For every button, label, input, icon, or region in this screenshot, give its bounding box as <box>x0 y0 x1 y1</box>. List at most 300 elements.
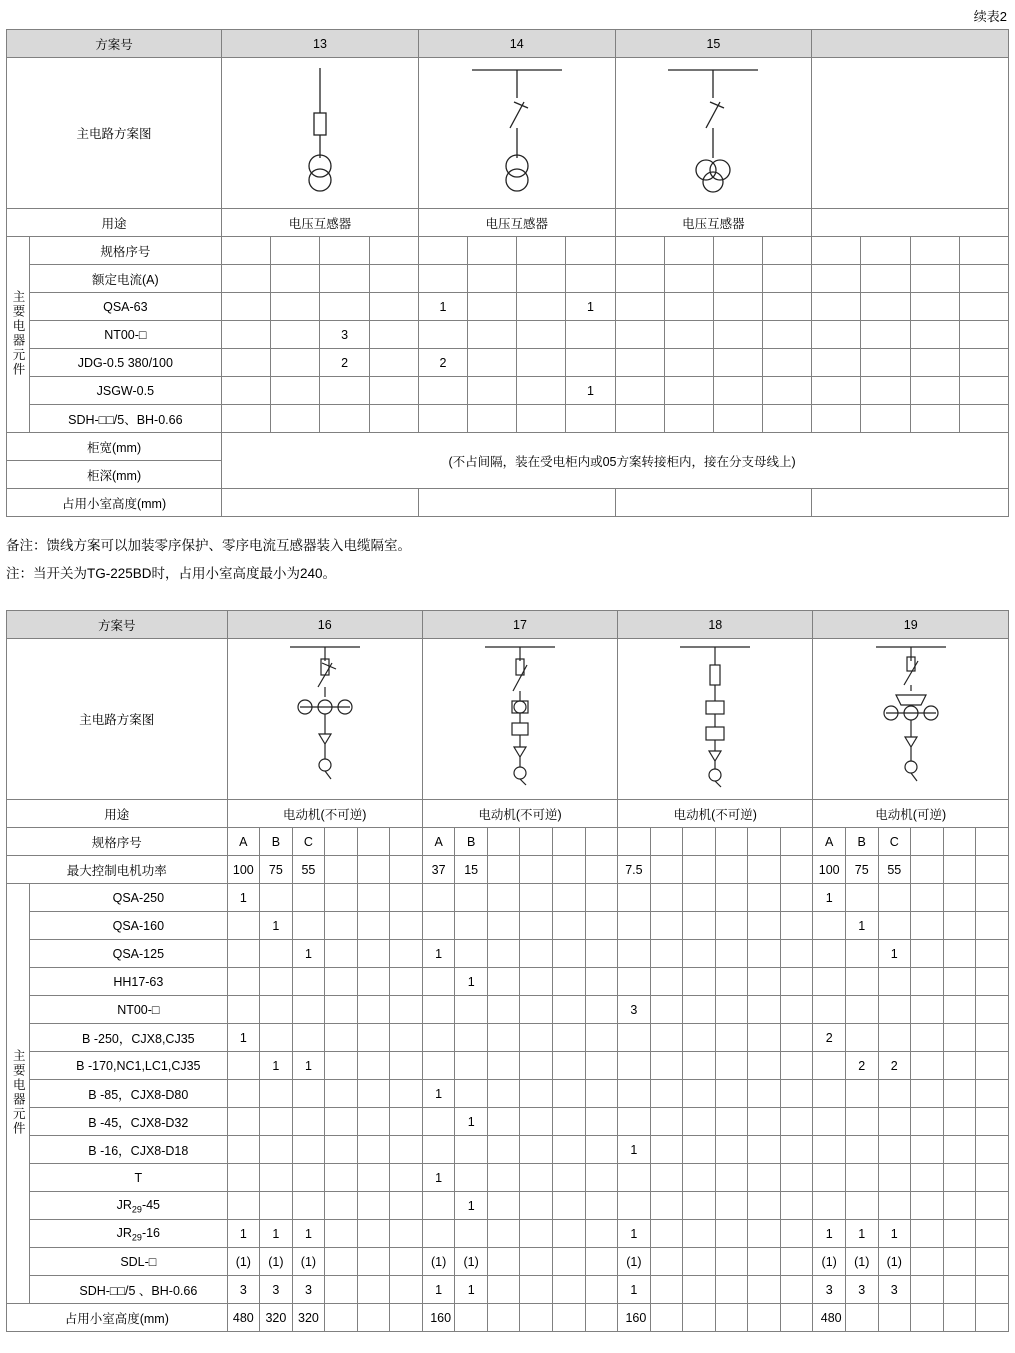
cell <box>683 1080 716 1108</box>
cell <box>878 1164 911 1192</box>
cell <box>780 1108 813 1136</box>
cell <box>976 1080 1009 1108</box>
cell <box>325 1108 358 1136</box>
cell <box>861 405 910 433</box>
cell: (1) <box>455 1248 488 1276</box>
cell <box>780 968 813 996</box>
cell <box>911 1164 944 1192</box>
cell <box>845 884 878 912</box>
cell <box>878 1024 911 1052</box>
cell <box>713 265 762 293</box>
cell <box>487 1276 520 1304</box>
cell <box>812 265 861 293</box>
cell <box>487 1108 520 1136</box>
row-header-spec-no: 规格序号 <box>29 237 222 265</box>
cell <box>664 237 713 265</box>
cell <box>487 968 520 996</box>
cell <box>650 1192 683 1220</box>
cell: B <box>455 828 488 856</box>
cell <box>683 1024 716 1052</box>
cell: 75 <box>845 856 878 884</box>
cell <box>748 912 781 940</box>
cell <box>812 405 861 433</box>
table-row-component <box>7 1136 1009 1164</box>
cell <box>325 1276 358 1304</box>
cell <box>911 828 944 856</box>
cell: 1 <box>813 1220 846 1248</box>
cell <box>553 1024 586 1052</box>
cell <box>861 321 910 349</box>
cell: 2 <box>320 349 369 377</box>
cell <box>615 321 664 349</box>
cell <box>520 1024 553 1052</box>
cell <box>369 237 418 265</box>
cell <box>683 968 716 996</box>
component-label: B -85，CJX8-D80 <box>30 1080 227 1108</box>
cell <box>390 1192 423 1220</box>
cell <box>763 265 812 293</box>
cell <box>845 940 878 968</box>
cell <box>222 405 271 433</box>
cell <box>520 828 553 856</box>
cell <box>845 1080 878 1108</box>
component-label: SDL-□ <box>30 1248 227 1276</box>
cell <box>455 1080 488 1108</box>
cell <box>976 996 1009 1024</box>
cell <box>292 884 325 912</box>
cell <box>813 996 846 1024</box>
cell <box>943 1080 976 1108</box>
cell <box>566 237 615 265</box>
cell: C <box>292 828 325 856</box>
table-row-cabinet-width <box>7 433 1009 461</box>
cell <box>357 1164 390 1192</box>
cell <box>260 1080 293 1108</box>
cell <box>260 996 293 1024</box>
cell <box>943 856 976 884</box>
remark-text: 备注：馈线方案可以加装零序保护、零序电流互感器装入电缆隔室。 <box>6 538 411 553</box>
cell <box>227 1164 260 1192</box>
cell <box>911 1136 944 1164</box>
cell <box>615 237 664 265</box>
cell <box>813 1080 846 1108</box>
cell: (1) <box>292 1248 325 1276</box>
cell <box>325 1052 358 1080</box>
cell <box>517 237 566 265</box>
cell: 320 <box>260 1304 293 1332</box>
cell: 1 <box>422 1080 455 1108</box>
cell <box>763 321 812 349</box>
cell <box>222 377 271 405</box>
cell <box>748 1192 781 1220</box>
cell <box>357 1024 390 1052</box>
cell <box>812 293 861 321</box>
cell: 55 <box>878 856 911 884</box>
diagram-scheme-19 <box>813 639 1009 800</box>
cell <box>976 1276 1009 1304</box>
cell <box>911 1220 944 1248</box>
cell <box>390 856 423 884</box>
table-row-component <box>7 912 1009 940</box>
cell: 3 <box>227 1276 260 1304</box>
cell <box>520 1108 553 1136</box>
cell <box>878 1108 911 1136</box>
cell <box>911 1248 944 1276</box>
cell: (1) <box>260 1248 293 1276</box>
cell <box>487 1136 520 1164</box>
cell <box>468 405 517 433</box>
table-row-component <box>7 1248 1009 1276</box>
cell <box>487 996 520 1024</box>
cell <box>325 1136 358 1164</box>
cell <box>943 1192 976 1220</box>
cell <box>390 912 423 940</box>
cell <box>812 321 861 349</box>
cell <box>585 1276 618 1304</box>
cell <box>943 1220 976 1248</box>
cell <box>520 912 553 940</box>
cell <box>585 1136 618 1164</box>
cell <box>763 293 812 321</box>
cell <box>566 265 615 293</box>
cell <box>325 1192 358 1220</box>
cell <box>227 968 260 996</box>
cell <box>943 996 976 1024</box>
cell <box>585 828 618 856</box>
diagram-scheme-18 <box>618 639 813 800</box>
cell <box>748 856 781 884</box>
cell <box>487 1052 520 1080</box>
scheme-18-header: 18 <box>618 611 813 639</box>
cell: 1 <box>227 1220 260 1248</box>
cell <box>715 1108 748 1136</box>
cell <box>650 1024 683 1052</box>
cell <box>976 1024 1009 1052</box>
cell <box>813 940 846 968</box>
table-row-rated-current <box>7 265 1009 293</box>
table-row-spec-no <box>7 237 1009 265</box>
cell <box>943 884 976 912</box>
cell <box>650 1220 683 1248</box>
cell <box>227 1052 260 1080</box>
cell <box>418 265 467 293</box>
cell <box>517 349 566 377</box>
cell: 2 <box>845 1052 878 1080</box>
cell: 1 <box>260 1052 293 1080</box>
cell <box>910 405 959 433</box>
cell <box>715 1192 748 1220</box>
table-row-room-height <box>7 1304 1009 1332</box>
cell <box>369 321 418 349</box>
table-row-usage <box>7 209 1009 237</box>
cell <box>357 940 390 968</box>
cell <box>715 828 748 856</box>
cell <box>845 1024 878 1052</box>
cell <box>780 856 813 884</box>
diagram-scheme-14 <box>418 58 615 209</box>
table-row-spec-no <box>7 828 1009 856</box>
cell <box>418 405 467 433</box>
cell <box>715 1136 748 1164</box>
cell <box>911 940 944 968</box>
cell <box>357 884 390 912</box>
cell <box>487 1220 520 1248</box>
cell <box>520 1276 553 1304</box>
cell <box>369 405 418 433</box>
cell <box>227 1136 260 1164</box>
cell: 2 <box>878 1052 911 1080</box>
cell: 3 <box>320 321 369 349</box>
cell: (1) <box>422 1248 455 1276</box>
cell <box>553 1276 586 1304</box>
cell <box>553 884 586 912</box>
cell <box>325 1164 358 1192</box>
cell <box>390 996 423 1024</box>
cell <box>911 1024 944 1052</box>
cell: 1 <box>418 293 467 321</box>
usage-scheme-19: 电动机(可逆) <box>813 800 1009 828</box>
cell <box>271 321 320 349</box>
cell <box>618 1024 651 1052</box>
cell <box>650 1248 683 1276</box>
table-row-scheme-no <box>7 611 1009 639</box>
cell <box>748 1164 781 1192</box>
cell <box>959 237 1008 265</box>
cell: 55 <box>292 856 325 884</box>
table-row-component <box>7 293 1009 321</box>
cell <box>260 1164 293 1192</box>
cell <box>943 1052 976 1080</box>
cell <box>418 321 467 349</box>
cell <box>715 1164 748 1192</box>
table-row-component <box>7 377 1009 405</box>
cell <box>520 940 553 968</box>
cell <box>585 1220 618 1248</box>
cell <box>976 1220 1009 1248</box>
cell: A <box>422 828 455 856</box>
cell <box>959 293 1008 321</box>
cell: 1 <box>618 1136 651 1164</box>
table-row-component <box>7 349 1009 377</box>
cell <box>943 1136 976 1164</box>
cell: 2 <box>418 349 467 377</box>
cell <box>683 884 716 912</box>
cell <box>487 1164 520 1192</box>
cell: 75 <box>260 856 293 884</box>
cell <box>566 405 615 433</box>
cell: 1 <box>422 940 455 968</box>
cell <box>455 1164 488 1192</box>
cell: 1 <box>618 1276 651 1304</box>
cell <box>959 265 1008 293</box>
cell <box>748 1136 781 1164</box>
cell <box>585 1052 618 1080</box>
cell <box>713 377 762 405</box>
cell <box>357 1136 390 1164</box>
cell <box>715 1024 748 1052</box>
cell <box>553 1136 586 1164</box>
scheme-19-header: 19 <box>813 611 1009 639</box>
component-label: NT00-□ <box>30 996 227 1024</box>
cell: (1) <box>227 1248 260 1276</box>
cell <box>585 884 618 912</box>
cell <box>487 940 520 968</box>
scheme-table-1 <box>6 29 1009 517</box>
cell <box>878 1192 911 1220</box>
cell <box>715 968 748 996</box>
cell <box>487 884 520 912</box>
cell <box>959 405 1008 433</box>
cell <box>780 1304 813 1332</box>
cell <box>369 349 418 377</box>
cell <box>422 884 455 912</box>
component-label: B -16，CJX8-D18 <box>30 1136 227 1164</box>
cell <box>520 968 553 996</box>
cell <box>861 237 910 265</box>
cell <box>320 405 369 433</box>
scheme-table-2 <box>6 610 1009 1332</box>
cell <box>618 1192 651 1220</box>
cell <box>715 1304 748 1332</box>
cell <box>520 1248 553 1276</box>
cell <box>976 884 1009 912</box>
cell: 1 <box>455 968 488 996</box>
cell <box>650 1108 683 1136</box>
cell <box>422 1024 455 1052</box>
cell <box>271 265 320 293</box>
cell <box>615 349 664 377</box>
cell <box>517 293 566 321</box>
cell <box>418 377 467 405</box>
cell <box>618 1164 651 1192</box>
cell <box>260 1192 293 1220</box>
cell <box>390 1108 423 1136</box>
cell <box>271 237 320 265</box>
cell <box>520 1304 553 1332</box>
row-header-rated-current: 额定电流(A) <box>29 265 222 293</box>
cell: 1 <box>878 940 911 968</box>
cell <box>650 912 683 940</box>
row-header-cabinet-depth: 柜深(mm) <box>7 461 222 489</box>
cell <box>585 1248 618 1276</box>
cell <box>845 1136 878 1164</box>
cell <box>683 856 716 884</box>
cell <box>780 1080 813 1108</box>
cell <box>715 912 748 940</box>
cell <box>271 377 320 405</box>
cell: 37 <box>422 856 455 884</box>
cell <box>943 1164 976 1192</box>
cell <box>910 237 959 265</box>
cell: (1) <box>878 1248 911 1276</box>
table-row-component <box>7 1192 1009 1220</box>
cell: A <box>813 828 846 856</box>
cell: 3 <box>292 1276 325 1304</box>
cell <box>650 940 683 968</box>
cell <box>748 828 781 856</box>
cell <box>683 1192 716 1220</box>
cell <box>468 265 517 293</box>
cell <box>845 1304 878 1332</box>
cell <box>943 968 976 996</box>
cell <box>861 265 910 293</box>
cell: 100 <box>813 856 846 884</box>
cell <box>683 1304 716 1332</box>
cell <box>615 265 664 293</box>
cell <box>845 1164 878 1192</box>
cell <box>390 1164 423 1192</box>
component-label: $JR_{29}-45$ <box>30 1192 227 1220</box>
table-row-component <box>7 940 1009 968</box>
cell <box>260 884 293 912</box>
cell <box>369 293 418 321</box>
cell <box>325 912 358 940</box>
cell <box>763 237 812 265</box>
table-row-room-height <box>7 489 1009 517</box>
table-row-component <box>7 1276 1009 1304</box>
cell <box>566 321 615 349</box>
cell <box>487 828 520 856</box>
cell <box>357 996 390 1024</box>
cell <box>911 968 944 996</box>
cell <box>845 996 878 1024</box>
scheme-15-header: 15 <box>615 30 812 58</box>
cell <box>976 1304 1009 1332</box>
cell: 1 <box>422 1276 455 1304</box>
cell <box>910 293 959 321</box>
cell <box>468 349 517 377</box>
cell <box>357 1304 390 1332</box>
cell <box>585 1192 618 1220</box>
cell <box>748 884 781 912</box>
cell <box>520 856 553 884</box>
cell <box>292 1080 325 1108</box>
note-text: 注：当开关为TG-225BD时，占用小室高度最小为240。 <box>6 565 337 581</box>
cell: 1 <box>566 293 615 321</box>
cell: (1) <box>813 1248 846 1276</box>
cell <box>585 968 618 996</box>
cell: (1) <box>845 1248 878 1276</box>
cell <box>715 856 748 884</box>
cell <box>715 884 748 912</box>
cell <box>292 1108 325 1136</box>
cell <box>780 1248 813 1276</box>
cell <box>271 405 320 433</box>
cell <box>878 1136 911 1164</box>
scheme-16-header: 16 <box>227 611 422 639</box>
cell: 1 <box>260 912 293 940</box>
cell <box>618 940 651 968</box>
cell <box>683 996 716 1024</box>
cell: A <box>227 828 260 856</box>
room-height-13 <box>222 489 419 517</box>
cell <box>650 1052 683 1080</box>
cell <box>357 1108 390 1136</box>
cell <box>553 912 586 940</box>
cell <box>585 856 618 884</box>
cell: B <box>260 828 293 856</box>
component-label: JDG-0.5 380/100 <box>29 349 222 377</box>
usage-scheme-13: 电压互感器 <box>222 209 419 237</box>
cell <box>520 1136 553 1164</box>
cell <box>553 996 586 1024</box>
cell <box>615 405 664 433</box>
cell <box>227 1192 260 1220</box>
cell <box>325 828 358 856</box>
cell <box>664 405 713 433</box>
cell <box>422 968 455 996</box>
cell <box>292 1192 325 1220</box>
